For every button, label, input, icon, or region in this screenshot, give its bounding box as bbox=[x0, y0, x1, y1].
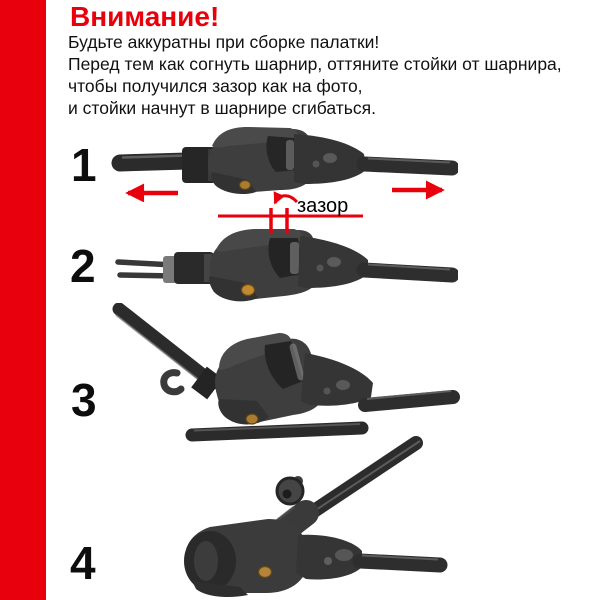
pole-left bbox=[120, 156, 188, 164]
instruction-line-2: Перед тем как согнуть шарнир, оттяните стойки от шарнира, bbox=[68, 54, 562, 74]
pole-tip-fragment bbox=[192, 424, 362, 435]
rivet bbox=[259, 567, 272, 578]
rivet bbox=[240, 181, 251, 190]
pole-right bbox=[365, 391, 453, 405]
red-sidebar bbox=[0, 0, 46, 600]
hinge-cone bbox=[301, 353, 373, 406]
step-4-photo bbox=[148, 415, 488, 600]
instruction-line-3: чтобы получился зазор как на фото, bbox=[68, 76, 363, 96]
gap-label: зазор bbox=[297, 195, 349, 217]
pole-bent-angled bbox=[308, 441, 420, 515]
hinge-body bbox=[215, 333, 373, 425]
instruction-line-1: Будьте аккуратны при сборке палатки! bbox=[68, 32, 380, 52]
gap-annotation bbox=[208, 190, 378, 240]
hinge-body bbox=[208, 127, 366, 194]
pole-right bbox=[364, 159, 452, 169]
knuckle-ring bbox=[277, 476, 303, 504]
instruction-line-4: и стойки начнут в шарнире сгибаться. bbox=[68, 98, 376, 118]
hook-clip bbox=[164, 373, 181, 392]
gap-arrow-icon bbox=[275, 196, 297, 203]
rivet bbox=[242, 285, 255, 296]
ferrule-collar bbox=[199, 377, 215, 389]
step-1-number: 1 bbox=[71, 139, 97, 191]
hinge-body bbox=[184, 519, 362, 597]
pole-right bbox=[364, 265, 452, 276]
step-3-number: 3 bbox=[71, 374, 97, 426]
step-2-number: 2 bbox=[70, 240, 96, 292]
pole-left-fork bbox=[118, 256, 177, 283]
instruction-text bbox=[68, 31, 562, 119]
step-4-number: 4 bbox=[70, 537, 96, 589]
ferrule-collar bbox=[174, 252, 214, 284]
page-title: Внимание! bbox=[70, 1, 220, 32]
pole-right bbox=[360, 556, 440, 566]
